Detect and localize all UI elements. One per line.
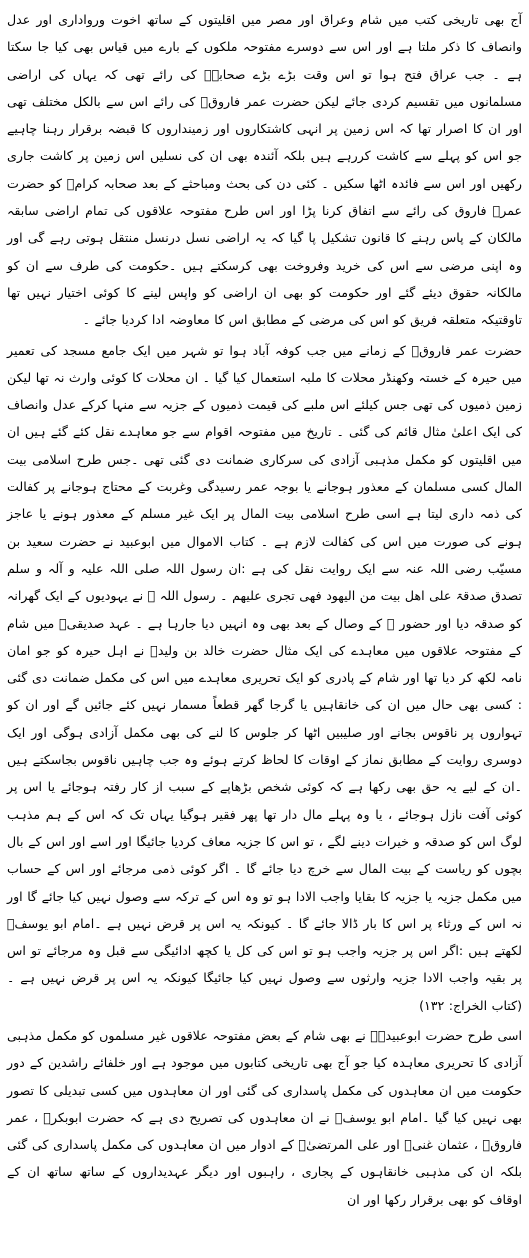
article-paragraph-1: آج بھی تاریخی کتب میں شام وعراق اور مصر میں اقلیتوں کے ساتھ اخوت ورواداری اور عدل وانصاف کا ذکر ملتا ہے اور اس سے دوسرے مفتوحہ ملکوں کے بارے میں قیاس بھی کیا جا سکتا ہے ۔ جب عراق فتح ہوا تو اس وقت بڑے بڑے صحابہؓ کی رائے تھی کہ یہاں کی اراضی مسلمانوں میں تقسیم کردی جائے لیکن حضرت عمر فاروقؓ کی رائے اس سے بالکل مختلف تھی اور ان کا اصرار تھا کہ اس زمین پر انہی کاشتکاروں اور زمینداروں کا قبضہ برقرار رہنا چاہیے جو اس کو پہلے سے کاشت کررہے ہیں بلکہ آئندہ بھی ان کی نسلیں اس زمین پر کاشت جاری رکھیں اور اس سے فائدہ اٹھا سکیں ۔ کئی دن کی بحث ومباحثے کے بعد صحابہ کرامؓ کو حضرت عمرؓ فاروق کی رائے سے اتفاق کرنا پڑا اور اس طرح مفتوحہ علاقوں کی تمام اراضی سابقہ مالکان کے پاس رہنے کا قانون تشکیل پا گیا کہ یہ اراضی نسل درنسل منتقل ہوتی رہے گی اور وہ اپنی مرضی سے اس کی خرید وفروخت بھی کرسکتے ہیں ۔حکومت کی طرف سے ان کو مالکانہ حقوق دیئے گئے اور حکومت کو بھی ان اراضی کو واپس لینے کا کوئی اختیار نہیں تھا تاوقتیکہ متعلقہ فریق کو اس کی مرضی کے مطابق اس کا معاوضہ ادا کردیا جائے ۔	[7, 12, 522, 328]
article-paragraph-3: اسی طرح حضرت ابوعبیدہؓ نے بھی شام کے بعض مفتوحہ علاقوں غیر مسلموں کو مکمل مذہبی آزادی کا تحریری معاہدہ کیا جو آج بھی تاریخی کتابوں میں موجود ہے اور خلفائے راشدین کے دور حکومت میں ان معاہدوں کی مکمل پاسداری کی گئی اور ان معاہدوں میں کسی تبدیلی کا تصور بھی نہیں کیا گیا ۔امام ابو یوسفؒ نے ان معاہدوں کی تصریح دی ہے کہ حضرت ابوبکرؓ ، عمر فاروقؓ ، عثمان غنیؓ اور علی المرتضیٰؓ کے ادوار میں ان معاہدوں کی مکمل پاسداری کی گئی بلکہ ان کی مذہبی خانقاہوں کے پجاری ، راہبوں اور دیگر عہدیداروں کے ساتھ ساتھ ان کے اوقاف کو بھی برقرار رکھا اور ان	[7, 1027, 522, 1207]
article-paragraph-2: حضرت عمر فاروقؓ کے زمانے میں جب کوفہ آباد ہوا تو شہر میں ایک جامع مسجد کی تعمیر میں حیرہ کے خستہ وکھنڈر محلات کا ملبہ استعمال کیا گیا ۔ ان محلات کا کوئی وارث نہ تھا لیکن زمین ذمیوں کی تھی جس کیلئے اس ملبے کی قیمت ذمیوں کے جزیہ سے منہا کرکے عدل وانصاف کی ایک اعلیٰ مثال قائم کی گئی ۔ تاریخ میں مفتوحہ اقوام سے جو معاہدے نقل کئے گئے ہیں ان میں اقلیتوں کو مکمل مذہبی آزادی کی سرکاری ضمانت دی گئی تھی ۔جس طرح اسلامی بیت المال کسی مسلمان کے معذور ہوجانے یا بوجہ عمر رسیدگی وغربت کے محتاج ہوجانے پر کفالت کی ذمہ داری لیتا ہے اسی طرح اسلامی بیت المال پر ایک غیر مسلم کے معذور ہونے یا عاجز ہونے کی صورت میں اس کی کفالت لازم ہے ۔ کتاب الاموال میں ابوعبید نے حضرت سعید بن مسیّب رضی اللہ عنہ سے ایک روایت نقل کی ہے :ان رسول اللہ صلی اللہ علیہ و آلہ و سلم تصدق صدقۃ علی اھل بیت من الیھود فھی تجری علیھم ۔ رسول اللہ ﷺ نے یہودیوں کے ایک گھرانہ کو صدقہ دیا اور حضور ﷺ کے وصال کے بعد بھی وہ انہیں دیا جارہا ہے ۔ عہد صدیقیؓ میں شام کے مفتوحہ علاقوں میں معاہدے کی ایک مثال حضرت خالد بن ولیدؓ نے اہل حیرہ کو جو امان نامہ لکھ کر دیا تھا اور شام کے پادری کو ایک تحریری معاہدے میں اس کی مکمل ضمانت دی گئی : کسی بھی حال میں ان کی خانقاہیں یا گرجا گھر قطعاً مسمار نہیں کئے جائیں گے اور ان کو تہواروں پر ناقوس بجانے اور صلیبیں اٹھا کر جلوس کا لنے کی بھی مکمل آزادی ہوگی اور ایک دوسری روایت کے مطابق نماز کے اوقات کا لحاظ کرتے ہوئے وہ جب چاہیں ناقوس بجاسکتے ہیں ۔ان کے لیے یہ حق بھی رکھا ہے کہ کوئی شخص بڑھاپے کے سبب از کار رفتہ ہوجائے یا اس پر کوئی آفت نازل ہوجائے ، یا وہ پہلے مال دار تھا پھر فقیر ہوگیا یہاں تک کہ اس کے ہم مذہب لوگ اس کو صدقہ و خیرات دینے لگے ، تو اس کا جزیہ معاف کردیا جائیگا اور اسے اور اس کے بال بچوں کو ریاست کے بیت المال سے خرچ دیا جائے گا ۔ اگر کوئی ذمی مرجائے اور اس کے حساب میں مکمل جزیہ یا جزیہ کا بقایا واجب الادا ہو تو وہ اس کے ترکہ سے وصول نہیں کیا جائے گا اور نہ اس کے ورثاء پر اس کا بار ڈالا جائے گا ۔ کیونکہ یہ اس پر قرض نہیں ہے ۔امام ابو یوسفؒ لکھتے ہیں :اگر اس پر جزیہ واجب ہو تو اس کی کل یا کچھ ادائیگی سے قبل وہ مرجائے تو اس پر بقیہ واجب الادا جزیہ وارثوں سے وصول نہیں کیا جائیگا کیونکہ یہ اس پر قرض نہیں ہے ۔ (کتاب الخراج: ۱۳۲)	[7, 342, 522, 1013]
